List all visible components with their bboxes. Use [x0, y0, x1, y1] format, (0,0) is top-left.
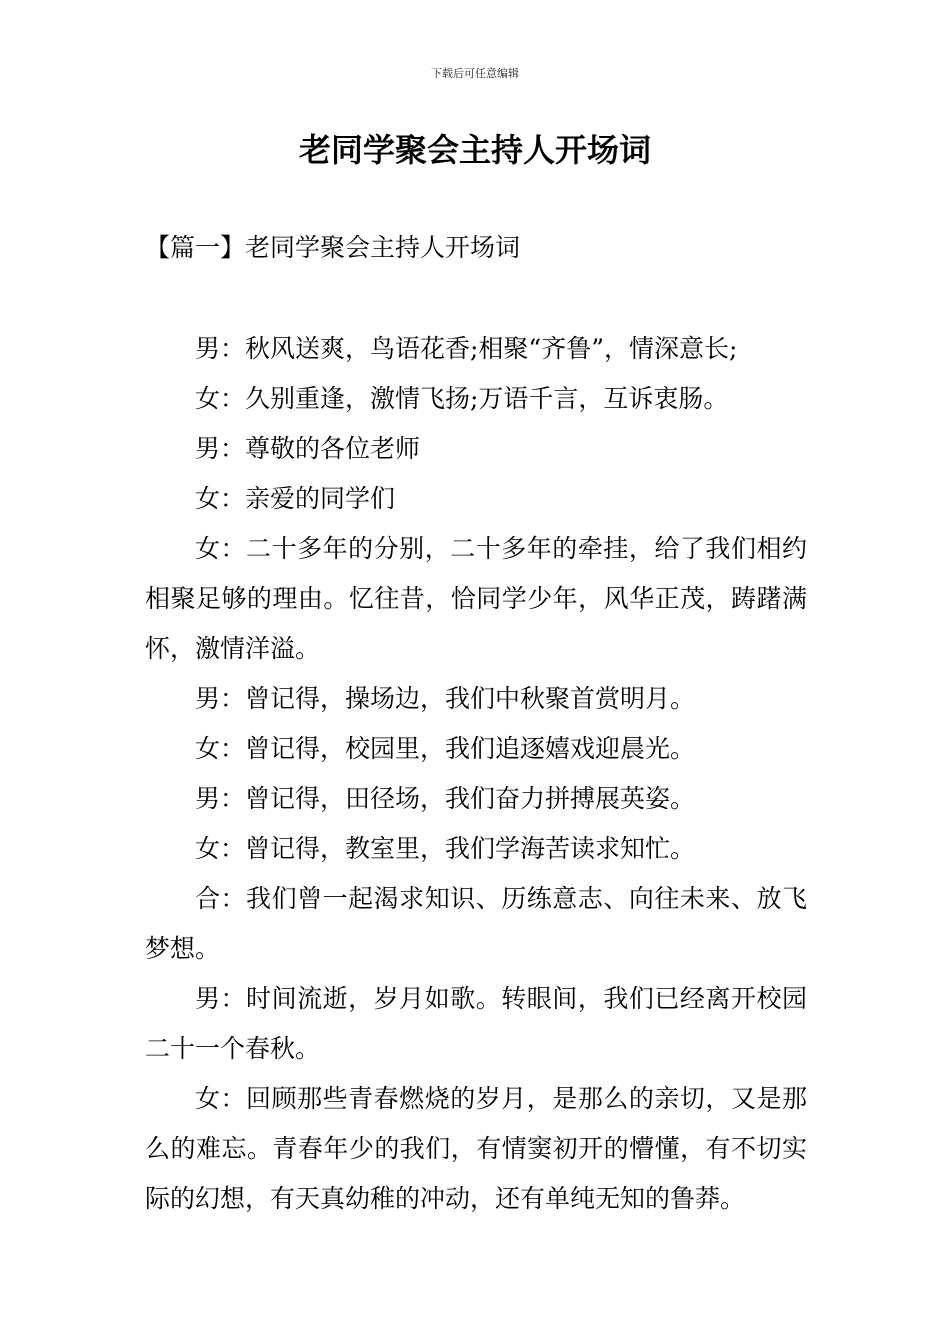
paragraph: 女：久别重逢，激情飞扬;万语千言，互诉衷肠。 [195, 384, 729, 413]
paragraph: 男：尊敬的各位老师 [195, 434, 421, 463]
document-title: 老同学聚会主持人开场词 [298, 131, 651, 169]
paragraph: 女：二十多年的分别，二十多年的牵挂，给了我们相约相聚足够的理由。忆往昔，恰同学少年，风华正茂，踌躇满怀，激情洋溢。 [145, 534, 807, 663]
body-text [145, 324, 807, 1224]
paragraph: 女：曾记得，校园里，我们追逐嬉戏迎晨光。 [195, 734, 696, 763]
paragraph: 女：回顾那些青春燃烧的岁月，是那么的亲切，又是那么的难忘。青春年少的我们，有情窦初开的懵懂，有不切实际的幻想，有天真幼稚的冲动，还有单纯无知的鲁莽。 [145, 1084, 807, 1213]
paragraph: 女：曾记得，教室里，我们学海苦读求知忙。 [195, 834, 696, 863]
paragraph: 女：亲爱的同学们 [195, 484, 396, 513]
paragraph: 合：我们曾一起渴求知识、历练意志、向往未来、放飞梦想。 [145, 884, 807, 963]
section-heading: 【篇一】老同学聚会主持人开场词 [145, 233, 521, 262]
paragraph: 男：秋风送爽，鸟语花香;相聚“齐鲁”，情深意长; [195, 334, 738, 363]
paragraph: 男：曾记得，田径场，我们奋力拼搏展英姿。 [195, 784, 696, 813]
paragraph: 男：曾记得，操场边，我们中秋聚首赏明月。 [195, 684, 696, 713]
header-note: 下载后可任意编辑 [431, 67, 519, 80]
paragraph: 男：时间流逝，岁月如歌。转眼间，我们已经离开校园二十一个春秋。 [145, 984, 807, 1063]
